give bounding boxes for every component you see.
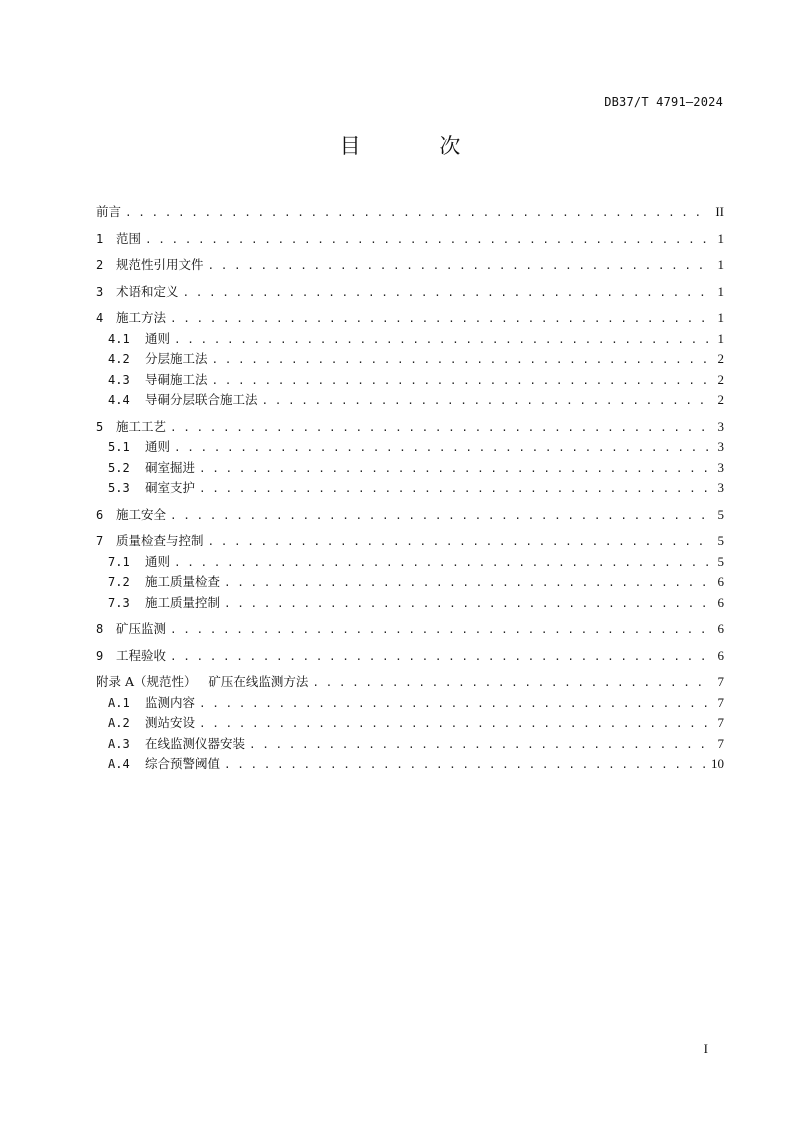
toc-entry-label: 导硐分层联合施工法 (145, 392, 258, 407)
toc-entry-page: 3 (717, 480, 724, 495)
page-number: I (703, 1041, 708, 1056)
toc-entry-number: 3 (96, 284, 104, 299)
toc-entry[interactable] (96, 308, 724, 329)
toc-entry-number: 4.3 (108, 372, 130, 387)
toc-entry-label: 前言 (96, 204, 122, 219)
toc-entry-page: 3 (717, 459, 724, 475)
toc-entry-label: 术语和定义 (116, 283, 179, 299)
toc-entry-page: 5 (717, 506, 724, 522)
dot-leader (170, 309, 710, 330)
dot-leader (262, 391, 710, 412)
dot-leader (174, 438, 710, 459)
toc-entry-number: A.1 (108, 695, 130, 710)
toc-entry-page: 2 (717, 351, 724, 366)
toc-entry-page: 3 (717, 439, 724, 454)
dot-leader (212, 371, 710, 392)
toc-entry-page: 6 (717, 647, 724, 663)
toc-entry-page: 1 (717, 310, 724, 325)
toc-entry-number: 7.2 (108, 575, 130, 589)
toc-entry[interactable] (96, 478, 724, 499)
page-title: 目 次 (339, 134, 497, 158)
toc-entry[interactable] (96, 417, 724, 438)
toc-entry-label: 质量检查与控制 (116, 533, 204, 548)
toc-entry[interactable] (96, 531, 724, 552)
dot-leader (199, 479, 710, 500)
toc-entry-label: 施工质量控制 (145, 594, 221, 610)
dot-leader (174, 553, 710, 574)
toc-entry-label: 范围 (116, 230, 142, 246)
toc-entry-label: 工程验收 (116, 647, 167, 663)
toc-entry-page: 1 (717, 283, 724, 299)
toc-entry-label: 在线监测仪器安装 (145, 735, 246, 751)
toc-entry-page: 6 (717, 574, 724, 589)
dot-leader (170, 647, 710, 668)
dot-leader (312, 673, 710, 694)
dot-leader (145, 230, 710, 251)
toc-entry-number: 4.4 (108, 393, 130, 407)
toc-entry-number: A.3 (108, 736, 130, 751)
toc-entry[interactable] (96, 229, 724, 250)
toc-entry-label: 矿压监测 (116, 621, 167, 636)
dot-leader (199, 714, 710, 735)
toc-entry-label: 施工方法 (116, 310, 167, 325)
toc-entry[interactable] (96, 437, 724, 458)
dot-leader (224, 755, 707, 776)
toc-entry[interactable] (96, 619, 724, 640)
toc-entry-number: 8 (96, 622, 104, 636)
toc-entry-number: 7 (96, 534, 104, 548)
toc-entry-number: 6 (96, 507, 104, 522)
toc-entry[interactable] (96, 672, 724, 693)
toc-entry-number: 9 (96, 648, 104, 663)
toc-entry-number: 5.3 (108, 481, 130, 495)
dot-leader (170, 620, 710, 641)
toc-entry-label: 施工工艺 (116, 418, 167, 434)
table-of-contents (96, 202, 724, 775)
toc-entry-label: 附录 A（规范性） 矿压在线监测方法 (96, 674, 309, 689)
toc-entry-number: 5 (96, 419, 104, 434)
toc-entry-label: 通则 (145, 330, 171, 346)
toc-entry-number: A.2 (108, 716, 130, 730)
document-code: DB37/T 4791—2024 (604, 95, 723, 109)
dot-leader (125, 203, 710, 224)
toc-entry-page: II (715, 204, 724, 219)
toc-entry[interactable] (96, 458, 724, 479)
toc-entry-number: 4 (96, 311, 104, 325)
toc-entry-number: 7.3 (108, 595, 130, 610)
toc-entry-page: 10 (711, 756, 724, 771)
toc-entry-label: 导硐施工法 (145, 371, 208, 387)
dot-leader (249, 735, 710, 756)
toc-entry-page: 7 (717, 735, 724, 751)
toc-entry[interactable] (96, 349, 724, 370)
toc-entry[interactable] (96, 693, 724, 714)
toc-entry-page: 5 (717, 533, 724, 548)
toc-entry-page: 7 (717, 694, 724, 710)
toc-entry[interactable] (96, 202, 724, 223)
toc-entry-number: 2 (96, 258, 104, 272)
dot-leader (183, 283, 710, 304)
dot-leader (208, 256, 710, 277)
toc-entry-page: 1 (717, 257, 724, 272)
toc-entry-label: 施工安全 (116, 506, 167, 522)
toc-entry[interactable] (96, 329, 724, 350)
toc-entry[interactable] (96, 505, 724, 526)
toc-entry-number: A.4 (108, 757, 130, 771)
toc-entry-page: 2 (717, 392, 724, 407)
toc-entry-page: 3 (717, 418, 724, 434)
toc-entry-number: 5.2 (108, 460, 130, 475)
toc-entry-number: 5.1 (108, 440, 130, 454)
toc-entry-page: 5 (717, 553, 724, 569)
dot-leader (199, 694, 710, 715)
toc-entry[interactable] (96, 390, 724, 411)
toc-entry-number: 4.2 (108, 352, 130, 366)
toc-entry-number: 1 (96, 231, 104, 246)
toc-entry-page: 2 (717, 371, 724, 387)
toc-entry-page: 7 (717, 674, 724, 689)
toc-entry-number: 4.1 (108, 331, 130, 346)
toc-entry-number: 7.1 (108, 554, 130, 569)
toc-entry-page: 1 (717, 330, 724, 346)
toc-entry-label: 规范性引用文件 (116, 257, 204, 272)
toc-entry-page: 6 (717, 621, 724, 636)
toc-entry-label: 监测内容 (145, 694, 196, 710)
dot-leader (212, 350, 710, 371)
toc-entry[interactable] (96, 713, 724, 734)
toc-entry[interactable] (96, 734, 724, 755)
toc-entry[interactable] (96, 593, 724, 614)
toc-entry-label: 硐室掘进 (145, 459, 196, 475)
dot-leader (208, 532, 710, 553)
toc-entry-label: 硐室支护 (145, 480, 196, 495)
toc-entry-page: 1 (717, 230, 724, 246)
toc-entry-page: 6 (717, 594, 724, 610)
toc-entry[interactable] (96, 552, 724, 573)
toc-entry[interactable] (96, 282, 724, 303)
toc-entry[interactable] (96, 572, 724, 593)
toc-entry-page: 7 (717, 715, 724, 730)
dot-leader (199, 459, 710, 480)
dot-leader (224, 594, 710, 615)
toc-entry[interactable] (96, 646, 724, 667)
toc-entry-label: 施工质量检查 (145, 574, 221, 589)
toc-entry[interactable] (96, 754, 724, 775)
toc-entry[interactable] (96, 370, 724, 391)
toc-entry-label: 测站安设 (145, 715, 196, 730)
dot-leader (174, 330, 710, 351)
dot-leader (170, 506, 710, 527)
dot-leader (224, 573, 710, 594)
toc-entry-label: 通则 (145, 439, 171, 454)
dot-leader (170, 418, 710, 439)
toc-entry[interactable] (96, 255, 724, 276)
toc-entry-label: 通则 (145, 553, 171, 569)
toc-entry-label: 分层施工法 (145, 351, 208, 366)
toc-entry-label: 综合预警阈值 (145, 756, 221, 771)
